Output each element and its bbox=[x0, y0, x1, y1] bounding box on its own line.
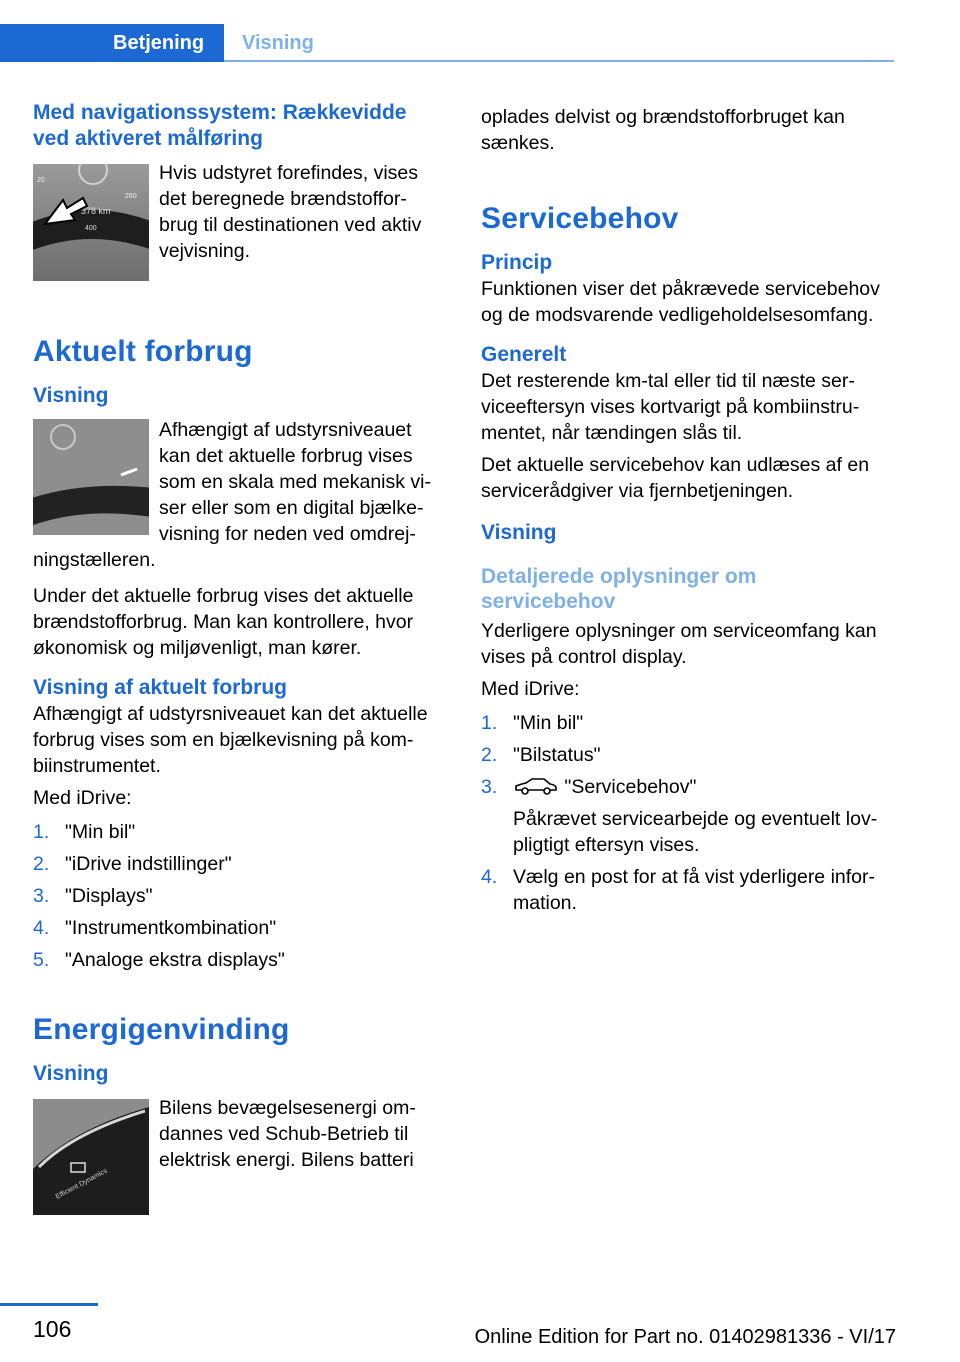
list-item: 4. "Instrumentkombination" bbox=[33, 917, 277, 939]
energi-text: Bilens bevægelsesenergi om-dannes ved Schub-Betrieb til elektrisk energi. Bilens batteri bbox=[159, 1097, 416, 1171]
list-item: 1. "Min bil" bbox=[33, 821, 136, 843]
right-visning-heading: Visning bbox=[481, 521, 557, 544]
visning-heading: Visning bbox=[33, 384, 109, 407]
range-gauge-image bbox=[33, 164, 149, 281]
visning-text: Afhængigt af udstyrsniveauet kan det aktuelle forbrug vises som en skala med mekanisk vi-ser eller som en digital bjælke-visning for neden ved omdrej-ningstælleren. bbox=[33, 419, 432, 571]
visning-af-heading: Visning af aktuelt forbrug bbox=[33, 676, 287, 699]
list-item: 5. "Analoge ekstra displays" bbox=[33, 949, 285, 971]
list-item: 2. "iDrive indstillinger" bbox=[33, 853, 232, 875]
visning-af-text: Afhængigt af udstyrsniveauet kan det aktuelle forbrug vises som en bjælkevisning på kom-biinstrumentet. bbox=[33, 703, 428, 777]
energigenvinding-title: Energigenvinding bbox=[33, 1013, 290, 1046]
car-service-icon bbox=[513, 776, 559, 796]
detaljerede-text: Yderligere oplysninger om serviceomfang kan vises på control display. bbox=[481, 620, 877, 668]
svg-text:20: 20 bbox=[37, 177, 45, 184]
tab-betjening[interactable]: Betjening bbox=[0, 24, 224, 62]
footer-accent-line bbox=[0, 1303, 98, 1306]
princip-heading: Princip bbox=[481, 251, 553, 274]
right-med-idrive-label: Med iDrive: bbox=[481, 678, 580, 700]
servicebehov-title: Servicebehov bbox=[481, 202, 679, 235]
list-item: 1. "Min bil" bbox=[481, 712, 584, 734]
nav-range-heading: Med navigationssystem: Rækkevidde ved aktiveret målføring bbox=[33, 101, 407, 150]
list-item-sub-text: Påkrævet servicearbejde og eventuelt lov-pligtigt eftersyn vises. bbox=[513, 808, 878, 856]
nav-range-text: Hvis udstyret forefindes, vises det beregnede brændstoffor-brug til destinationen ved aktiv vejvisning. bbox=[159, 162, 422, 262]
princip-text: Funktionen viser det påkrævede servicebehov og de modsvarende vedligeholdelsesomfang. bbox=[481, 278, 880, 326]
svg-text:378 km: 378 km bbox=[81, 206, 111, 216]
edition-note: Online Edition for Part no. 01402981336 - VI/17 bbox=[474, 1326, 896, 1348]
under-text: Under det aktuelle forbrug vises det aktuelle brændstofforbrug. Man kan kontrollere, hvor økonomisk og miljøvenligt, man kører. bbox=[33, 585, 414, 659]
page-number: 106 bbox=[33, 1316, 72, 1342]
consumption-gauge-image bbox=[33, 419, 149, 535]
list-item: 4. Vælg en post for at få vist yderligere infor-mation. bbox=[481, 866, 875, 914]
svg-text:260: 260 bbox=[125, 193, 137, 200]
energy-gauge-image bbox=[33, 1099, 149, 1215]
svg-text:Efficient Dynamics: Efficient Dynamics bbox=[54, 1167, 109, 1201]
list-item: 3. "Displays" bbox=[33, 885, 153, 907]
left-steps-list bbox=[33, 819, 443, 973]
svg-text:400: 400 bbox=[85, 225, 97, 232]
list-item: 2. "Bilstatus" bbox=[481, 744, 601, 766]
detaljerede-heading: Detaljerede oplysninger om servicebehov bbox=[481, 565, 757, 613]
med-idrive-label: Med iDrive: bbox=[33, 787, 132, 809]
right-column bbox=[481, 104, 893, 922]
right-steps-list bbox=[481, 710, 893, 916]
generelt-heading: Generelt bbox=[481, 343, 567, 366]
aktuelt-forbrug-title: Aktuelt forbrug bbox=[33, 335, 253, 368]
page-header bbox=[0, 0, 894, 62]
generelt-text-1: Det resterende km-tal eller tid til næste ser-viceeftersyn vises kortvarigt på kombiinstru-mentet, når tændingen slås til. bbox=[481, 370, 860, 444]
continued-text: oplades delvist og brændstofforbruget kan sænkes. bbox=[481, 106, 845, 154]
energi-visning-heading: Visning bbox=[33, 1062, 109, 1085]
tab-visning[interactable]: Visning bbox=[242, 32, 314, 54]
list-item: 3. "Servicebehov" Påkrævet servicearbejde og eventuelt lov-pligtigt eftersyn vises. bbox=[481, 774, 893, 858]
left-column bbox=[33, 100, 443, 1221]
generelt-text-2: Det aktuelle servicebehov kan udlæses af en servicerådgiver via fjernbetjeningen. bbox=[481, 454, 870, 502]
